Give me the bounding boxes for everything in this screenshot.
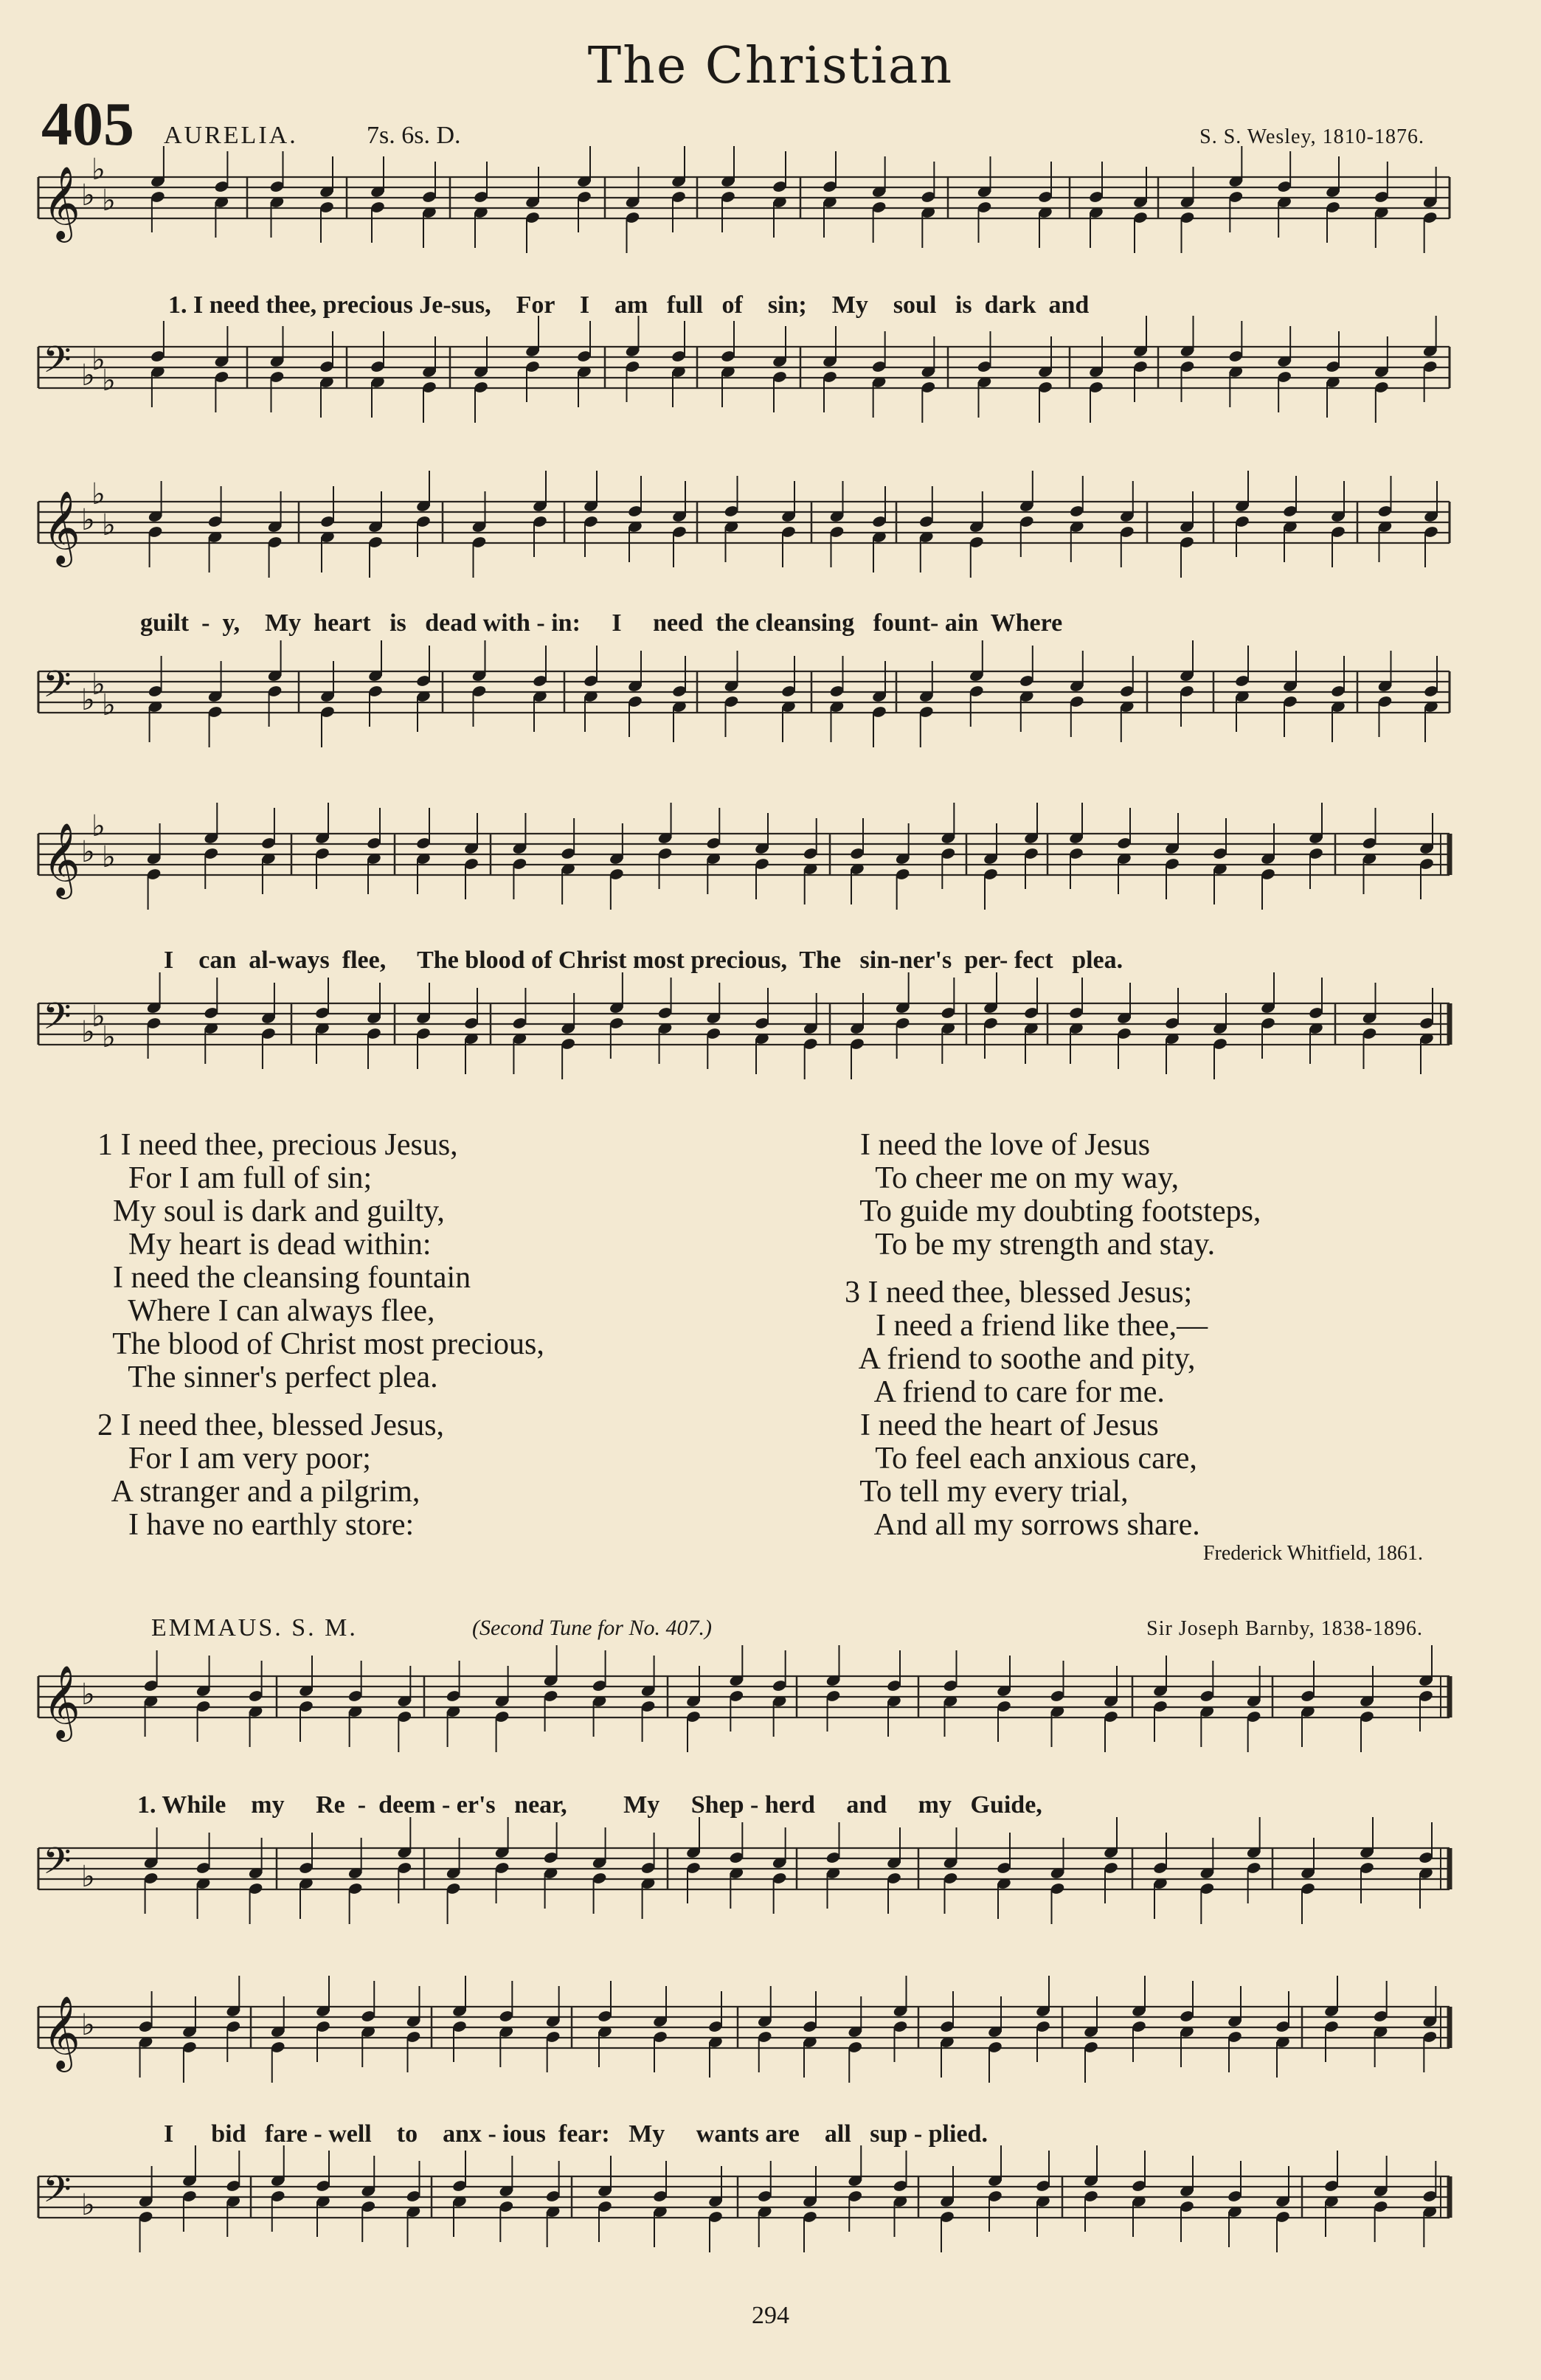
bass-clef-icon: 𝄢	[43, 2168, 72, 2220]
bass-clef-icon: 𝄢	[43, 995, 72, 1047]
flat-icon: ♭	[91, 809, 105, 843]
flat-icon: ♭	[81, 179, 95, 212]
verse-line: The sinner's perfect plea.	[97, 1360, 438, 1394]
lyric-line-5: I bid fare - well to anx - ious fear: My wants are all sup - plied.	[164, 2120, 988, 2148]
verse-line: 1 I need thee, precious Jesus,	[97, 1128, 458, 1162]
verse-line: To guide my doubting footsteps,	[845, 1194, 1261, 1228]
flat-icon: ♭	[81, 1860, 95, 1894]
tune-meter: 7s. 6s. D.	[367, 122, 461, 149]
flat-icon: ♭	[81, 1015, 95, 1049]
verse-line: A friend to care for me.	[845, 1375, 1165, 1409]
verse-line: I need the heart of Jesus	[845, 1408, 1159, 1442]
flat-icon: ♭	[102, 184, 116, 218]
flat-icon: ♭	[81, 835, 95, 869]
verse-line: My soul is dark and guilty,	[97, 1194, 445, 1228]
composer-credit-2: Sir Joseph Barnby, 1838-1896.	[1146, 1617, 1423, 1640]
verse-line: To feel each anxious care,	[845, 1442, 1197, 1476]
flat-icon: ♭	[81, 1678, 95, 1712]
verse-line: To be my strength and stay.	[845, 1228, 1216, 1262]
flat-icon: ♭	[81, 2188, 95, 2222]
verse-line: To tell my every trial,	[845, 1475, 1129, 1509]
hymn-number: 405	[41, 90, 134, 159]
verse-line: 3 I need thee, blessed Jesus;	[845, 1276, 1193, 1310]
verse-line: To cheer me on my way,	[845, 1161, 1180, 1195]
flat-icon: ♭	[91, 1000, 105, 1034]
flat-icon: ♭	[81, 2008, 95, 2042]
flat-icon: ♭	[102, 364, 116, 398]
bass-clef-icon: 𝄢	[43, 339, 72, 390]
flat-icon: ♭	[102, 840, 116, 874]
flat-icon: ♭	[102, 508, 116, 542]
lyric-line-2: guilt - y, My heart is dead with - in: I need the cleansing fount- ain Where	[140, 609, 1063, 637]
treble-clef-icon: 𝄞	[43, 1996, 80, 2069]
bass-clef-icon: 𝄢	[43, 663, 72, 715]
lyric-line-1: 1. I need thee, precious Je-sus, For I am full of sin; My soul is dark and	[168, 291, 1090, 319]
tune-note: (Second Tune for No. 407.)	[472, 1616, 712, 1640]
flat-icon: ♭	[81, 503, 95, 537]
verse-line: A stranger and a pilgrim,	[97, 1475, 420, 1509]
composer-credit: S. S. Wesley, 1810-1876.	[1199, 125, 1424, 148]
verse-line: Where I can always flee,	[97, 1294, 435, 1328]
verse-line: A friend to soothe and pity,	[845, 1342, 1196, 1376]
page-number: 294	[752, 2302, 789, 2329]
verse-line: 2 I need thee, blessed Jesus,	[97, 1408, 445, 1442]
flat-icon: ♭	[91, 343, 105, 377]
verse-line: And all my sorrows share.	[845, 1508, 1200, 1542]
verse-line: For I am full of sin;	[97, 1161, 373, 1195]
verses-left	[97, 1129, 544, 1542]
treble-clef-icon: 𝄞	[43, 491, 80, 564]
verse-line: I need a friend like thee,—	[845, 1309, 1208, 1343]
verse-line: I have no earthly store:	[97, 1508, 415, 1542]
tune-name: AURELIA.	[164, 122, 298, 149]
lyricist-credit: Frederick Whitfield, 1861.	[1202, 1542, 1423, 1565]
verse-line: My heart is dead within:	[97, 1228, 432, 1262]
verses-right	[845, 1129, 1261, 1542]
bass-clef-icon: 𝄢	[43, 1840, 72, 1892]
flat-icon: ♭	[81, 683, 95, 717]
lyric-line-4: 1. While my Re - deem - er's near, My Shep - herd and my Guide,	[137, 1791, 1042, 1819]
treble-clef-icon: 𝄞	[43, 1665, 80, 1739]
lyric-line-3: I can al-ways flee, The blood of Christ most precious, The sin-ner's per- fect plea.	[164, 947, 1123, 974]
treble-clef-icon: 𝄞	[43, 166, 80, 240]
section-title: The Christian	[587, 37, 954, 95]
flat-icon: ♭	[91, 477, 105, 511]
flat-icon: ♭	[91, 153, 105, 187]
verse-line: For I am very poor;	[97, 1442, 371, 1476]
verse-line: I need the love of Jesus	[845, 1128, 1151, 1162]
verse-line: The blood of Christ most precious,	[97, 1327, 544, 1361]
flat-icon: ♭	[81, 359, 95, 392]
flat-icon: ♭	[102, 688, 116, 722]
flat-icon: ♭	[91, 668, 105, 702]
tune-name-2: EMMAUS. S. M.	[151, 1614, 358, 1642]
verse-line: I need the cleansing fountain	[97, 1261, 471, 1295]
flat-icon: ♭	[102, 1020, 116, 1054]
treble-clef-icon: 𝄞	[43, 823, 80, 896]
